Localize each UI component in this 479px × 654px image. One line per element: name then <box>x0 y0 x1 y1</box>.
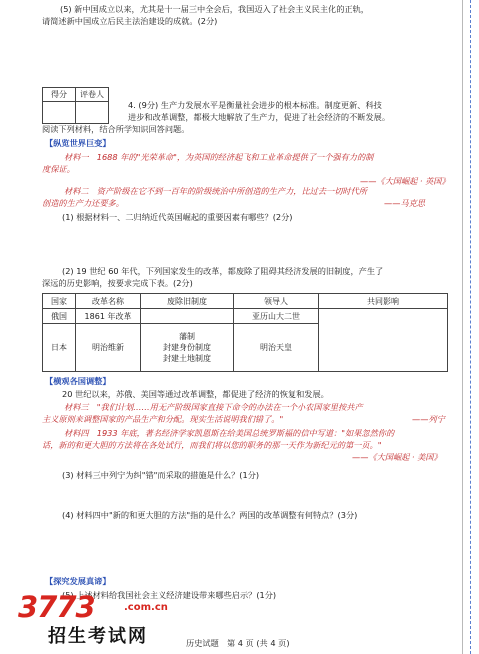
section-heading-adjust: 【横观各国调整】 <box>45 376 111 386</box>
margin-line <box>462 0 463 654</box>
material-1-source: ——《大国崛起 · 英国》 <box>360 176 450 186</box>
binding-line <box>470 0 471 654</box>
score-cell[interactable] <box>43 102 76 124</box>
col-header-leader: 领导人 <box>234 294 319 309</box>
cell-leader: 明治天皇 <box>234 324 319 372</box>
page-footer: 历史试题 第 4 页 (共 4 页) <box>186 638 290 648</box>
cell-country: 俄国 <box>43 309 76 324</box>
material-3-line1: 材料三 "我们计划……用无产阶级国家直接下命令的办法在一个小农国家里按共产 <box>64 402 363 412</box>
cell-leader: 亚历山大二世 <box>234 309 319 324</box>
cell-reform: 1861 年改革 <box>76 309 141 324</box>
score-header: 得分 <box>43 88 76 102</box>
answer-cell-impact[interactable] <box>319 309 448 372</box>
material-1-line2: 度保证。 <box>42 164 75 174</box>
q4-intro-line1: 4. (9分) 生产力发展水平是衡量社会进步的根本标准。制度更新、科技 <box>128 100 382 110</box>
watermark-site-name: 招生考试网 <box>48 626 148 647</box>
material-4-source: ——《大国崛起 · 美国》 <box>352 452 442 462</box>
question-4: (4) 材料四中"新的和更大胆的方法"指的是什么？两国的改革调整有何特点？(3分) <box>62 510 358 520</box>
section-heading-explore: 【探究发展真谛】 <box>45 576 111 586</box>
reform-table <box>42 293 448 372</box>
question-1: (1) 根据材料一、二归纳近代英国崛起的重要因素有哪些？(2分) <box>62 212 293 222</box>
q4-intro-line3: 阅读下列材料，结合所学知识回答问题。 <box>42 124 190 134</box>
grader-cell[interactable] <box>76 102 109 124</box>
col-header-abolished: 废除旧制度 <box>141 294 234 309</box>
score-table <box>42 87 109 124</box>
grader-header: 评卷人 <box>76 88 109 102</box>
material-4-line2: 话，新的和更大胆的方法将在各处试行，而我们将以您的职务的那一天作为新纪元的第一页。" <box>42 440 382 450</box>
material-4-line1: 材料四 1933 年底，著名经济学家凯恩斯在给美国总统罗斯福的信中写道："如果忽然你的 <box>64 428 395 438</box>
material-1-line1: 材料一 1688 年的"光荣革命"，为英国的经济起飞和工业革命提供了一个强有力的制 <box>64 152 374 162</box>
cell-reform: 明治维新 <box>76 324 141 372</box>
material-3-line2: 主义原则来调整国家的产品生产和分配。现实生活说明我们错了。" <box>42 414 284 424</box>
answer-cell-abolished[interactable] <box>141 309 234 324</box>
question-5: (5) 上述材料给我国社会主义经济建设带来哪些启示？(1分) <box>62 590 277 600</box>
cell-country: 日本 <box>43 324 76 372</box>
col-header-reform: 改革名称 <box>76 294 141 309</box>
material-2-line2: 创造的生产力还要多。 <box>42 198 124 208</box>
material-2-source: ——马克思 <box>384 198 425 208</box>
section-heading-world: 【纵览世界巨变】 <box>45 138 111 148</box>
question-5-prev-line1: (5) 新中国成立以来，尤其是十一届三中全会后，我国迈入了社会主义民主化的正轨， <box>60 4 369 14</box>
material-2-line1: 材料二 资产阶级在它不到一百年的阶级统治中所创造的生产力，比过去一切时代所 <box>64 186 367 196</box>
cell-abolished: 藩制 封建身份制度 封建土地制度 <box>141 324 234 372</box>
question-3: (3) 材料三中列宁为纠"错"而采取的措施是什么？(1分) <box>62 470 260 480</box>
question-2-line1: (2) 19 世纪 60 年代，下列国家发生的改革，都废除了阻碍其经济发展的旧制度，产生了 <box>62 266 384 276</box>
col-header-impact: 共同影响 <box>319 294 448 309</box>
material-3-source: ——列宁 <box>412 414 445 424</box>
watermark-domain: .com.cn <box>124 602 168 613</box>
paragraph-20th-century: 20 世纪以来，苏俄、美国等通过改革调整，都促进了经济的恢复和发展。 <box>62 389 329 399</box>
watermark-logo-number: 3773 <box>18 590 95 624</box>
q4-intro-line2: 进步和改革调整，都极大地解放了生产力，促进了社会经济的不断发展。 <box>128 112 391 122</box>
question-2-line2: 深远的历史影响，按要求完成下表。(2分) <box>42 278 193 288</box>
question-5-prev-line2: 请简述新中国成立后民主法治建设的成就。(2分) <box>42 16 218 26</box>
col-header-country: 国家 <box>43 294 76 309</box>
